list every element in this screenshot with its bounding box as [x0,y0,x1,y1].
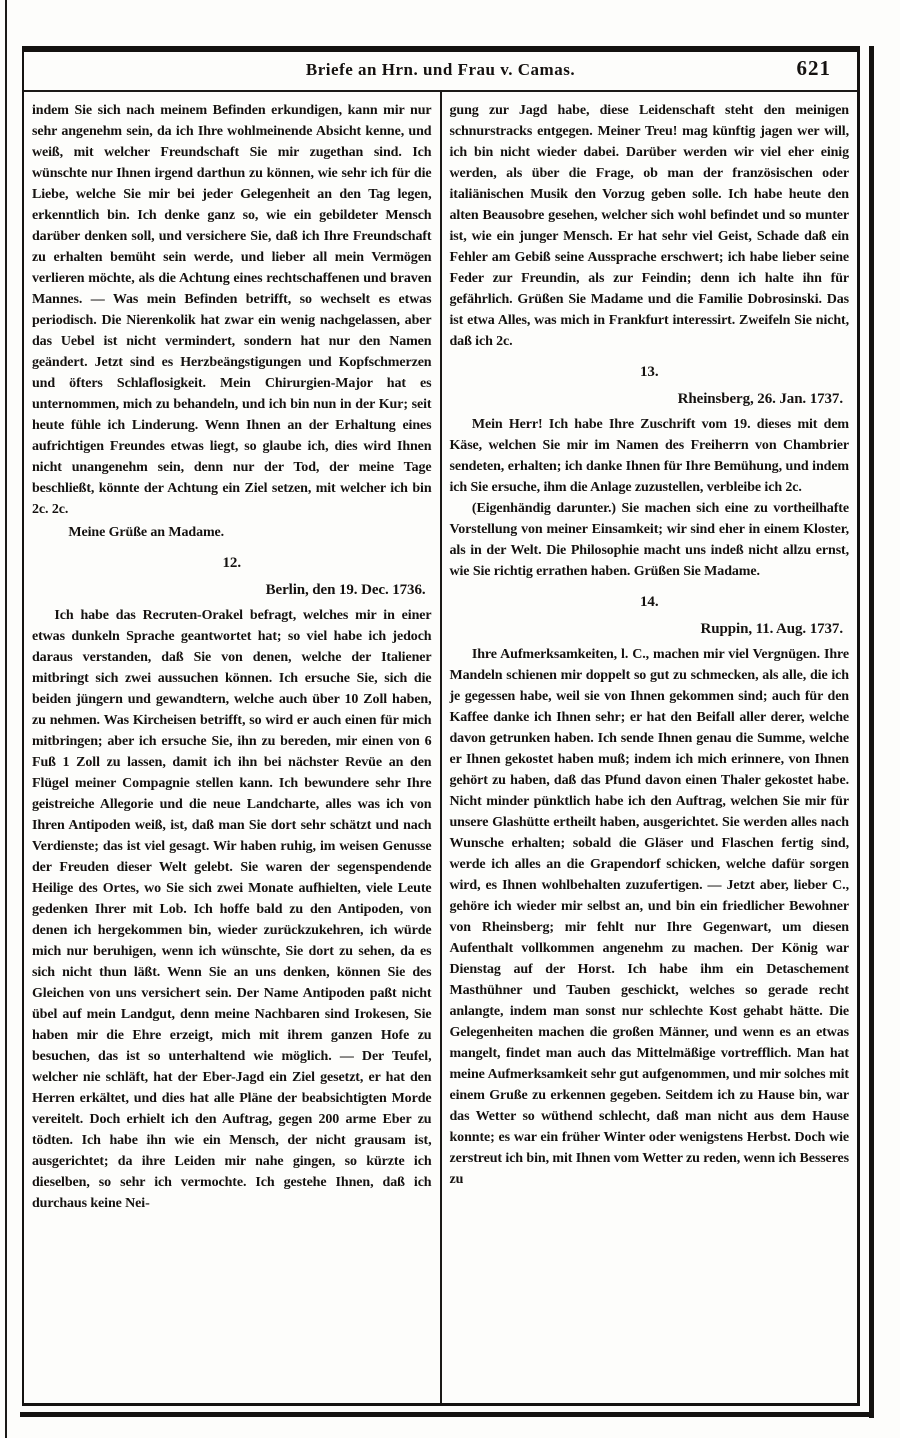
letter12-number: 12. [222,555,241,571]
scan-gutter-line [5,0,7,1438]
running-head-title: Briefe an Hrn. und Frau v. Camas. [305,60,576,79]
letter14-dateline: Ruppin, 11. Aug. 1737. [700,621,843,637]
letter11-salutation: Meine Grüße an Madame. [68,525,225,540]
letter13-body-paragraph: Mein Herr! Ich habe Ihre Zuschrift vom 19. dieses mit dem Käse, welchen Sie mir im Namen des Freiherrn von Chambrier sendeten, erhalten; ich danke Ihnen für Ihre Bemühung, und indem ich Sie ersuche, ihm die Anlage zuzustellen, verbleibe ich 2c. [449,417,849,495]
running-head [24,52,857,92]
letter12-dateline: Berlin, den 19. Dec. 1736. [265,582,426,598]
letter14-body-paragraph: Ihre Aufmerksamkeiten, l. C., machen mir viel Vergnügen. Ihre Mandeln schienen mir doppelt so gut zu schmecken, als alle, die ich je gegessen habe, weil sie von Ihnen gekommen sind; auch für den Kaffee danke ich Ihnen sehr; er hat den Beifall aller derer, welche davon getrunken haben. Ich sende Ihnen genau die Summe, welche er Ihnen gekostet haben muß; indem ich mich erinnere, von Ihnen gehört zu haben, daß das Pfund davon einen Thaler gekostet habe. Nicht minder pünktlich habe ich den Auftrag, welchen Sie mir für unsere Glashütte ertheilt haben, ausgerichtet. Sie werden alles nach Wunsche erhalten; sobald die Gläser und Flaschen fertig sind, werde ich alles an die Grapendorf schicken, welche dafür sorgen wird, es Ihnen wohlbehalten zuzufertigen. — Jetzt aber, lieber C., gehöre ich wieder mir selbst an, und bin ein friedlicher Bewohner von Rheinsberg; mir fehlt nur Ihre Gegenwart, um diesen Aufenthalt vollkommen angenehm zu machen. Der König war Dienstag auf der Horst. Ich habe ihm ein Detaschement Masthühner und Tauben geschickt, welches so gerade recht anlangte, indem man sonst nur schlechte Kost gehabt hätte. Die Gelegenheiten machen die großen Männer, und wenn es an etwas mangelt, findet man auch das Mittelmäßige vortrefflich. Man hat meine Aufmerksamkeit sehr gut aufgenommen, und mir solches mit einem Gruße zu erkennen gegeben. Seitdem ich zu Hause bin, war das Wetter so wüthend schlecht, daß man nicht aus dem Hause konnte; es war ein früher Winter oder wenigstens Herbst. Doch wie zerstreut ich bin, mit Ihnen vom Wetter zu reden, wenn ich Besseres zu [449,647,849,1187]
letter13-dateline: Rheinsberg, 26. Jan. 1737. [677,391,843,407]
page-number: 621 [796,56,831,80]
two-column-text [24,92,857,1403]
outer-bottom-rule [20,1412,874,1417]
letter14-number: 14. [640,594,659,610]
letter11-continuation-paragraph: indem Sie sich nach meinem Befinden erkundigen, kann mir nur sehr angenehm sein, da ich Ihre wohlmeinende Absicht kenne, und weiß, mit welcher Freundschaft Sie mir zugethan sind. Ich wünschte nur Ihnen irgend darthun zu können, wie sehr ich für die Liebe, welche Sie mir bei jeder Gelegenheit an den Tag legen, erkenntlich bin. Ich denke ganz so, wie ein gebildeter Mensch darüber denken soll, und versichere Sie, daß ich Ihre Freundschaft zu erhalten bemüht sein werde, und lieber all mein Vermögen verlieren möchte, als die Achtung eines rechtschaffenen und braven Mannes. — Was mein Befinden betrifft, so wechselt es etwas periodisch. Die Nierenkolik hat zwar ein wenig nachgelassen, aber das Uebel ist nicht vermindert, sondern hat nur den Namen geändert. Jetzt sind es Herzbeängstigungen und Kopfschmerzen und öfters Schlaflosigkeit. Mein Chirurgien-Major hat es unternommen, mich zu behandeln, und ich bin nun in der Kur; seit heute fühle ich Linderung. Wenn Ihnen an der Erhaltung eines aufrichtigen Freundes etwas liegt, so glaube ich, dies wird Ihnen nicht unangenehm sein, denn nur der Tod, der meine Tage beschließt, könnte der Achtung ein Ziel setzen, mit welcher ich bin 2c. 2c. [32,103,432,517]
left-column [24,92,441,1403]
letter13-postscript-paragraph: (Eigenhändig darunter.) Sie machen sich eine zu vortheilhafte Vorstellung von meiner Einsamkeit; wir sind eher in einem Kloster, als in der Welt. Die Philosophie macht uns indeß nicht allzu ernst, wie Sie richtig errathen haben. Grüßen Sie Madame. [449,501,849,579]
letter13-number: 13. [640,364,659,380]
letter12-body-paragraph: Ich habe das Recruten-Orakel befragt, welches mir in einer etwas dunkeln Sprache geantwortet hat; so viel habe ich jedoch daraus verstanden, daß Sie von denen, welche der Italiener mitbringt sich zwei aussuchen können. Ich ersuche Sie, sich die beiden jüngern und gewandtern, welche auch über 10 Zoll haben, zu nehmen. Was Kircheisen betrifft, so wird er auch einen für mich mitbringen; aber ich ersuche Sie, ihn zu bereden, mir einen von 6 Fuß 1 Zoll zu lassen, damit ich ihn bei nächster Revüe an den Flügel meiner Compagnie stellen kann. Ich bewundere sehr Ihre geistreiche Allegorie und die neue Landcharte, alles was ich von Ihren Antipoden weiß, ist, daß man Sie dort sehr schätzt und nach Verdienste; das ist viel gesagt. Wir haben ruhig, im weisen Genusse der Freuden dieser Welt gelebt. Sie waren der segenspendende Heilige des Ortes, wo Sie sich zwei Monate aufhielten, viele Leute gedenken Ihrer mit Lob. Ich hoffe bald zu den Antipoden, von denen ich hergekommen bin, wieder zurückzukehren, ich würde mich nur beruhigen, wenn ich wünschte, Sie dort zu sehen, da es sich nicht thun läßt. Wenn Sie an uns denken, können Sie des Gleichen von uns versichert sein. Der Name Antipoden paßt nicht übel auf mein Landgut, denn meine Nachbaren sind Irokesen, Sie haben mir die Ehre erzeigt, mich mit ihrem ganzen Hofe zu besuchen, das ist so unterhaltend wie möglich. — Der Teufel, welcher nie schläft, hat der Eber-Jagd ein Ziel gesetzt, er hat den Herren erkältet, und dies hat alle Pläne der beabsichtigten Morde vereitelt. Doch erhielt ich den Auftrag, gegen 200 arme Eber zu tödten. Ich habe ihn wie ein Mensch, der nicht grausam ist, ausgerichtet; da ihre Leiden mir nahe gingen, so kürzte ich dieselben, so sehr ich vermochte. Ich gestehe Ihnen, daß ich durchaus keine Nei- [32,608,432,1211]
page-frame [22,46,860,1406]
right-column [441,92,858,1403]
outer-right-rule [869,46,874,1418]
letter12-continuation-paragraph: gung zur Jagd habe, diese Leidenschaft steht den meinigen schnurstracks entgegen. Meiner Treu! mag künftig jagen wer will, ich bin nicht wieder dabei. Darüber werden wir viel eher einig werden, als über die Frage, ob man der französischen oder italiänischen Musik den Vorzug geben solle. Ich habe heute den alten Beausobre gesehen, welcher sich wohl befindet und so munter ist, wie ein junger Mensch. Er hat sehr viel Geist, Schade daß ein Fehler am Gebiß seine Aussprache erschwert; ich habe lieber seine Feder zur Freundin, als zur Feindin; denn ich halte ihn für gefährlich. Grüßen Sie Madame und die Familie Dobrosinski. Das ist etwa Alles, was mich in Frankfurt interessirt. Zweifeln Sie nicht, daß ich 2c. [449,103,849,349]
